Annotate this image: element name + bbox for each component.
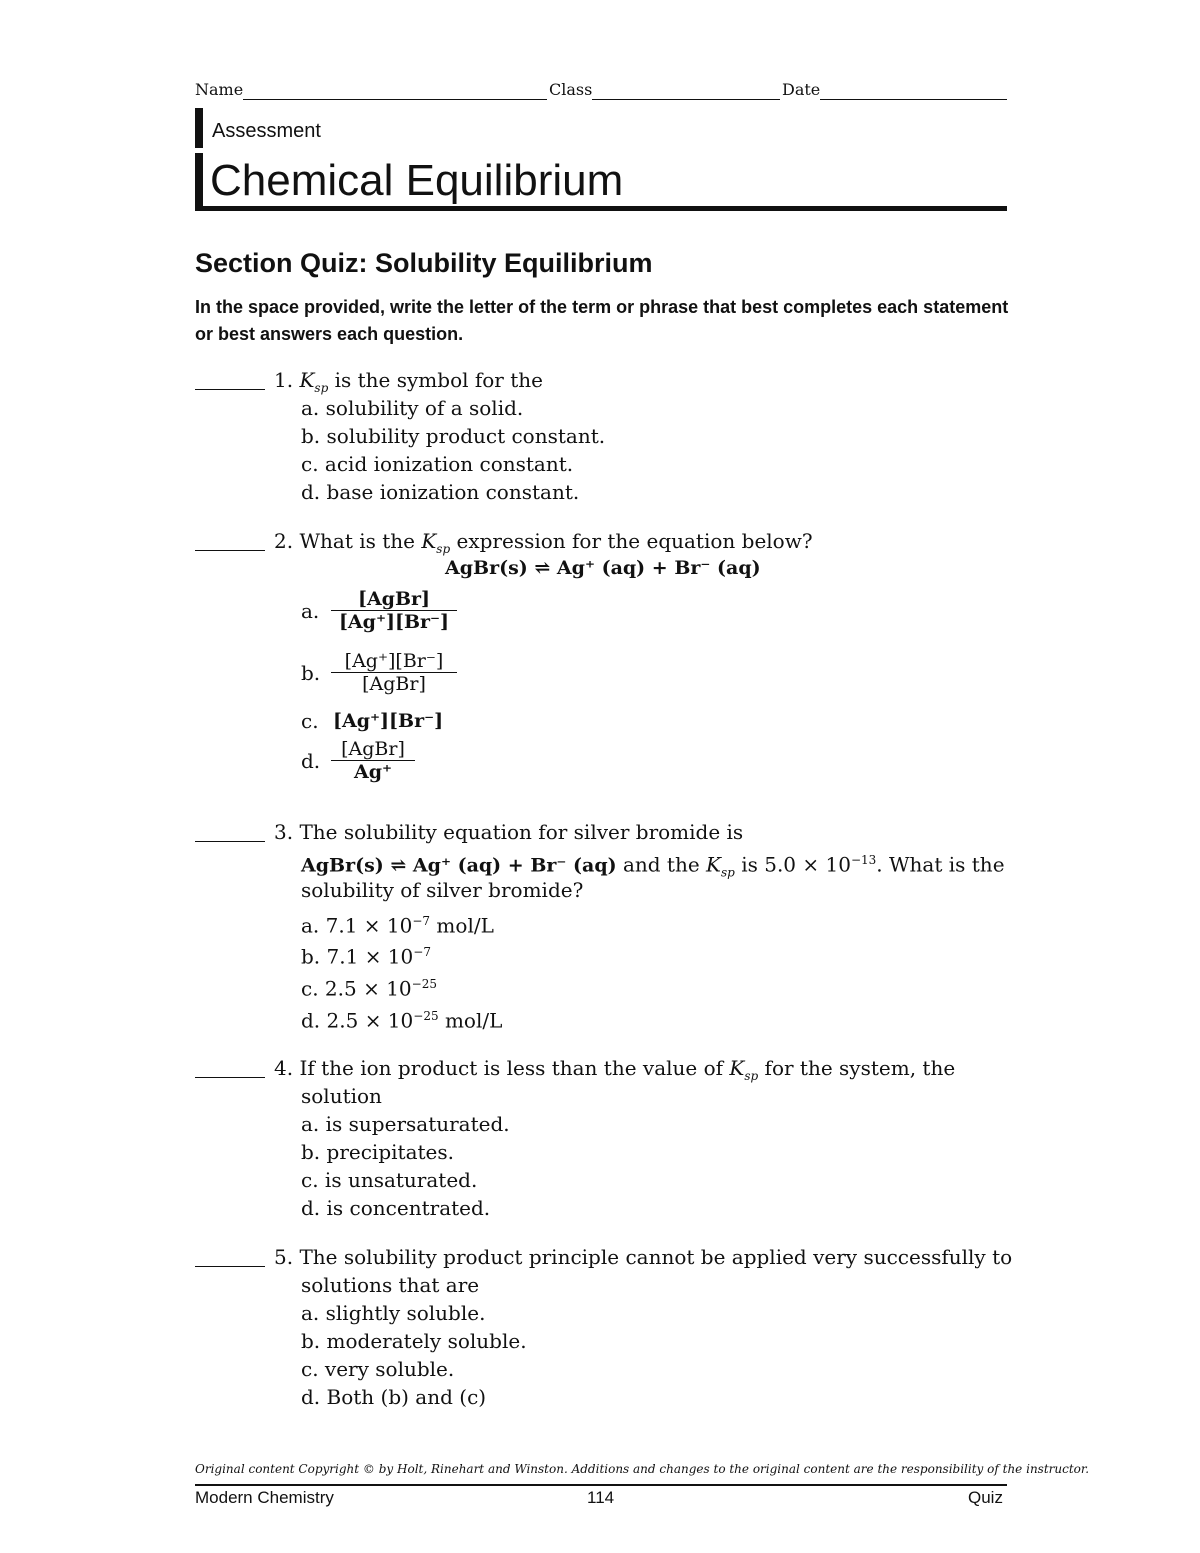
- question-4-line-2: solution: [301, 1084, 382, 1108]
- equation-3: AgBr(s) ⇌ Ag⁺ (aq) + Br⁻ (aq): [301, 854, 617, 877]
- question-text-mid: and the: [616, 852, 707, 877]
- option-base: 7.1 × 10: [326, 944, 414, 969]
- option-letter: c.: [301, 452, 319, 476]
- option-unit: mol/L: [430, 913, 494, 938]
- fraction: [331, 650, 457, 695]
- option-3d: [301, 1002, 502, 1035]
- option-text: very soluble.: [324, 1357, 455, 1381]
- option-3c: [301, 970, 437, 1003]
- option-4d: [301, 1194, 490, 1222]
- question-number: 4.: [274, 1056, 294, 1080]
- k-symbol: K: [421, 529, 437, 553]
- option-2a: [301, 588, 457, 633]
- question-5-line-2: solutions that are: [301, 1273, 480, 1297]
- option-letter: b.: [301, 1140, 321, 1164]
- header-fields: [195, 80, 1007, 104]
- option-2d: [301, 738, 415, 783]
- k-subscript: sp: [744, 1069, 759, 1083]
- chapter-title: Chemical Equilibrium: [210, 156, 624, 205]
- name-label: Name: [195, 80, 244, 99]
- assessment-bar: [195, 108, 203, 148]
- equation-2: AgBr(s) ⇌ Ag⁺ (aq) + Br⁻ (aq): [445, 557, 761, 579]
- option-text: Both (b) and (c): [326, 1385, 487, 1409]
- question-text: If the ion product is less than the value of: [299, 1056, 730, 1080]
- ksp-value: is 5.0 × 10: [734, 852, 851, 877]
- option-text: base ionization constant.: [326, 480, 580, 504]
- option-letter: c.: [301, 1168, 319, 1192]
- option-letter: b.: [301, 424, 321, 448]
- option-3a: [301, 907, 494, 940]
- option-2c: [301, 709, 443, 733]
- fraction: [331, 738, 415, 783]
- option-5b: [301, 1327, 527, 1355]
- answer-blank-4[interactable]: [195, 1077, 265, 1078]
- option-text: is unsaturated.: [324, 1168, 478, 1192]
- option-letter: a.: [301, 396, 320, 420]
- option-text: precipitates.: [326, 1140, 454, 1164]
- option-letter: a.: [301, 598, 320, 623]
- question-3: [274, 818, 743, 846]
- option-letter: c.: [301, 1357, 319, 1381]
- option-1b: [301, 422, 605, 450]
- title-bar: [195, 153, 203, 211]
- option-4b: [301, 1138, 454, 1166]
- footer-rule: [195, 1484, 1007, 1486]
- k-subscript: sp: [314, 381, 329, 395]
- option-letter: b.: [301, 944, 321, 969]
- k-symbol: K: [299, 368, 315, 392]
- denominator: [Ag⁺][Br⁻]: [331, 610, 457, 633]
- instructions: In the space provided, write the letter of the term or phrase that best completes each statement or best answers each question.: [195, 297, 1009, 344]
- option-text: acid ionization constant.: [324, 452, 574, 476]
- question-text-end: for the system, the: [758, 1056, 956, 1080]
- option-letter: b.: [301, 1329, 321, 1353]
- k-subscript: sp: [721, 865, 735, 880]
- option-letter: a.: [301, 1301, 320, 1325]
- footer-page-number: 114: [587, 1488, 615, 1507]
- question-text-end: . What is the: [876, 852, 1005, 877]
- option-letter: a.: [301, 1112, 320, 1136]
- option-text: solubility of a solid.: [325, 396, 524, 420]
- option-letter: c.: [301, 709, 319, 733]
- class-blank[interactable]: [592, 99, 780, 100]
- option-letter: b.: [301, 660, 321, 685]
- footer-doc-type: Quiz: [968, 1488, 1003, 1507]
- option-exponent: −25: [413, 1009, 439, 1023]
- option-5a: [301, 1299, 485, 1327]
- option-letter: c.: [301, 976, 319, 1001]
- option-letter: a.: [301, 913, 320, 938]
- option-base: 7.1 × 10: [325, 913, 413, 938]
- footer-book-title: Modern Chemistry: [195, 1488, 334, 1507]
- option-letter: d.: [301, 1196, 321, 1220]
- option-text: moderately soluble.: [326, 1329, 527, 1353]
- assessment-label: Assessment: [212, 120, 321, 142]
- option-base: 2.5 × 10: [324, 976, 412, 1001]
- ksp-exponent: −13: [850, 853, 877, 867]
- option-text: solubility product constant.: [326, 424, 606, 448]
- numerator: [AgBr]: [341, 738, 405, 760]
- question-text: is the symbol for the: [328, 368, 543, 392]
- section-title: Section Quiz: Solubility Equilibrium: [195, 248, 653, 278]
- question-text: The solubility equation for silver bromide is: [299, 820, 744, 844]
- question-text: The solubility product principle cannot be applied very successfully to: [299, 1245, 1013, 1269]
- option-2b: [301, 650, 457, 695]
- title-rule: [195, 206, 1007, 211]
- option-letter: d.: [301, 1385, 321, 1409]
- option-unit: mol/L: [438, 1008, 503, 1033]
- question-text: What is the: [299, 529, 422, 553]
- option-letter: d.: [301, 480, 321, 504]
- question-number: 1.: [274, 368, 294, 392]
- option-exponent: −7: [412, 914, 431, 928]
- date-blank[interactable]: [820, 99, 1007, 100]
- answer-blank-5[interactable]: [195, 1266, 265, 1267]
- question-number: 3.: [274, 820, 294, 844]
- option-text: is supersaturated.: [325, 1112, 510, 1136]
- option-text: slightly soluble.: [325, 1301, 486, 1325]
- option-exponent: −7: [413, 945, 431, 959]
- denominator: [AgBr]: [331, 672, 457, 695]
- option-5d: [301, 1383, 486, 1411]
- numerator: [AgBr]: [357, 588, 431, 610]
- option-4a: [301, 1110, 510, 1138]
- option-exponent: −25: [411, 977, 437, 991]
- question-number: 5.: [274, 1245, 294, 1269]
- k-symbol: K: [729, 1056, 745, 1080]
- option-text: [Ag⁺][Br⁻]: [333, 710, 444, 732]
- option-base: 2.5 × 10: [326, 1008, 414, 1033]
- option-5c: [301, 1355, 454, 1383]
- fraction: [331, 588, 457, 633]
- option-1c: [301, 450, 573, 478]
- answer-blank-2[interactable]: [195, 550, 265, 551]
- k-subscript: sp: [436, 542, 451, 556]
- copyright-notice: Original content Copyright © by Holt, Rinehart and Winston. Additions and changes to the original content are the responsibility of the instructor.: [195, 1462, 1090, 1476]
- date-label: Date: [782, 80, 821, 99]
- question-5: [274, 1243, 1012, 1271]
- option-letter: d.: [301, 1008, 321, 1033]
- denominator: Ag⁺: [331, 760, 415, 783]
- k-symbol: K: [706, 852, 721, 877]
- option-3b: [301, 938, 431, 971]
- option-text: is concentrated.: [326, 1196, 491, 1220]
- option-4c: [301, 1166, 477, 1194]
- class-label: Class: [549, 80, 593, 99]
- name-blank[interactable]: [243, 99, 547, 100]
- option-1a: [301, 394, 523, 422]
- question-number: 2.: [274, 529, 294, 553]
- option-letter: d.: [301, 748, 321, 773]
- question-3-line-3: solubility of silver bromide?: [301, 878, 584, 902]
- answer-blank-3[interactable]: [195, 841, 265, 842]
- answer-blank-1[interactable]: [195, 389, 265, 390]
- option-1d: [301, 478, 579, 506]
- question-text-end: expression for the equation below?: [450, 529, 813, 553]
- numerator: [Ag⁺][Br⁻]: [344, 650, 444, 672]
